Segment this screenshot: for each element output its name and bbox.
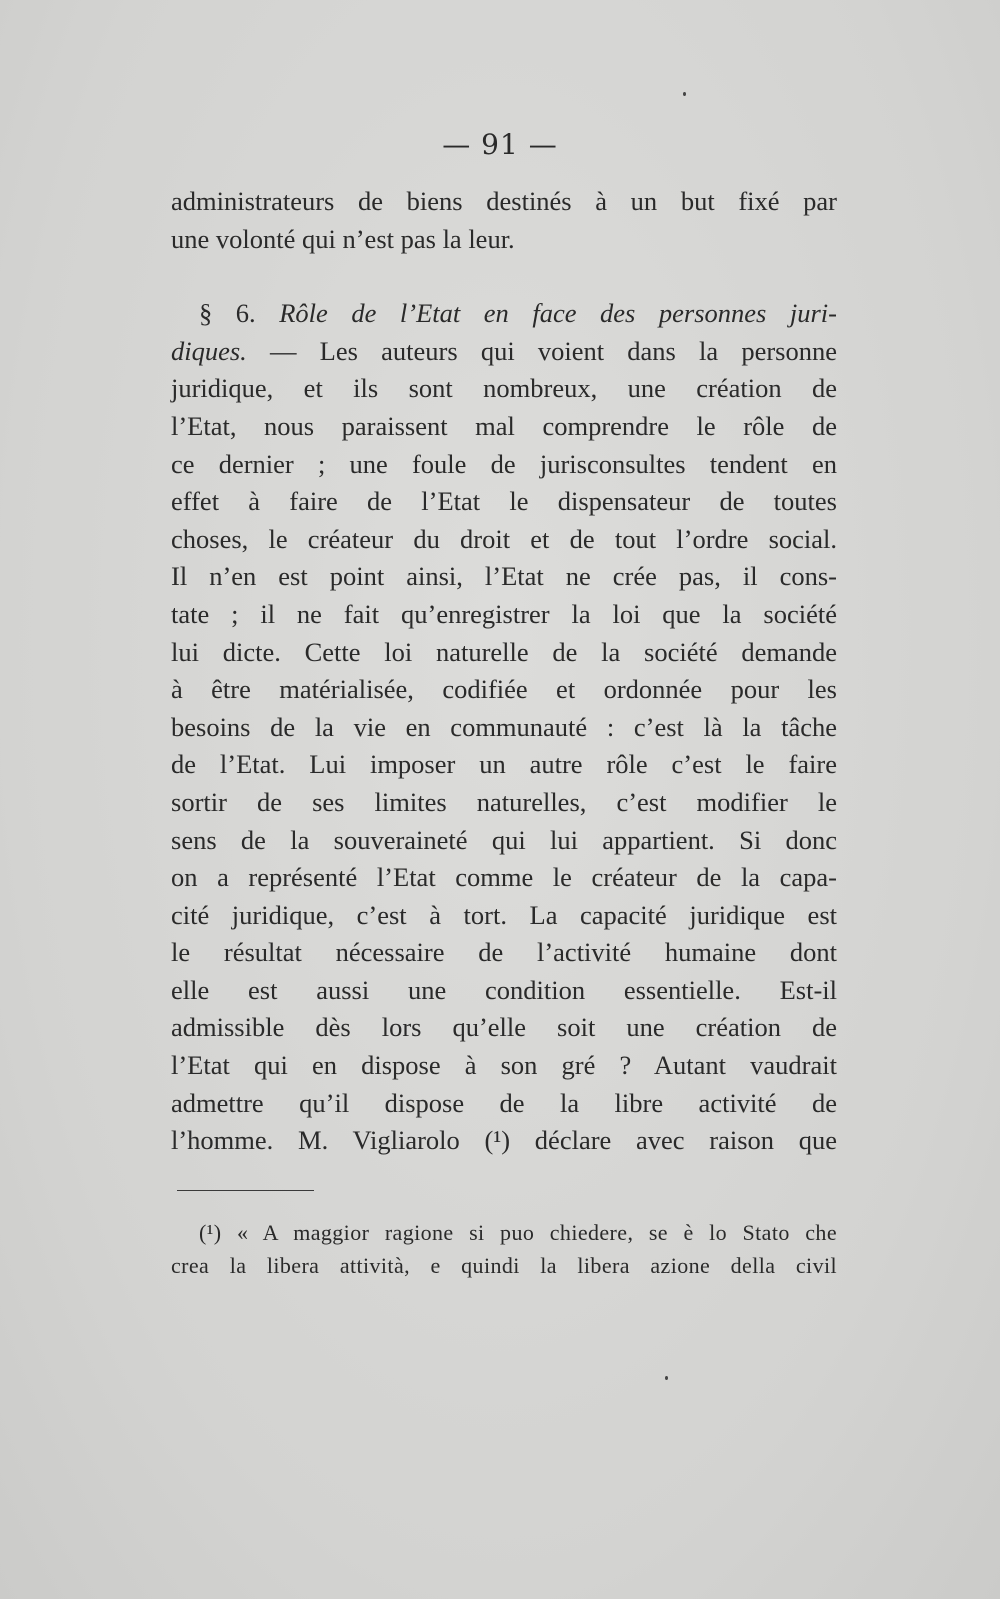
text-line: à être matérialisée, codifiée et ordonnée pour les bbox=[171, 674, 837, 705]
footnote-divider bbox=[177, 1190, 314, 1191]
text-line: l’Etat qui en dispose à son gré ? Autant vaudrait bbox=[171, 1050, 837, 1081]
print-speck bbox=[683, 92, 686, 96]
text-line: diques. — Les auteurs qui voient dans la personne bbox=[171, 335, 837, 366]
text-line: besoins de la vie en communauté : c’est là la tâche bbox=[171, 711, 837, 742]
text-line: Il n’en est point ainsi, l’Etat ne crée pas, il cons- bbox=[171, 561, 837, 592]
page-number: — 91 — bbox=[442, 128, 558, 161]
text-line: choses, le créateur du droit et de tout l’ordre social. bbox=[171, 523, 837, 554]
footnote-line: (¹) « A maggior ragione si puo chiedere, se è lo Stato che bbox=[199, 1220, 837, 1245]
text-line: l’Etat, nous paraissent mal comprendre le rôle de bbox=[171, 410, 837, 441]
text-line: elle est aussi une condition essentielle. Est-il bbox=[171, 974, 837, 1005]
text-line: admettre qu’il dispose de la libre activité de bbox=[171, 1087, 837, 1118]
text-line: on a représenté l’Etat comme le créateur de la capa- bbox=[171, 862, 837, 893]
text-line: de l’Etat. Lui imposer un autre rôle c’est le faire bbox=[171, 749, 837, 780]
section-heading-line bbox=[171, 295, 837, 333]
text-line: juridique, et ils sont nombreux, une création de bbox=[171, 373, 837, 404]
print-speck bbox=[665, 1376, 668, 1380]
paragraph-gap bbox=[171, 258, 837, 295]
text-line: effet à faire de l’Etat le dispensateur de toutes bbox=[171, 486, 837, 517]
text-line: lui dicte. Cette loi naturelle de la société demande bbox=[171, 636, 837, 667]
footnote-line: crea la libera attività, e quindi la libera azione della civil bbox=[171, 1253, 837, 1278]
text-line: sortir de ses limites naturelles, c’est modifier le bbox=[171, 786, 837, 817]
text-line: une volonté qui n’est pas la leur. bbox=[171, 223, 515, 254]
text-line: le résultat nécessaire de l’activité humaine dont bbox=[171, 937, 837, 968]
text-line: admissible dès lors qu’elle soit une création de bbox=[171, 1012, 837, 1043]
text-line: § 6. Rôle de l’Etat en face des personnes juri- bbox=[199, 298, 837, 329]
body-text bbox=[171, 183, 837, 1160]
footnote bbox=[171, 1216, 837, 1282]
text-line: l’homme. M. Vigliarolo (¹) déclare avec raison que bbox=[171, 1125, 837, 1156]
text-line: cité juridique, c’est à tort. La capacité juridique est bbox=[171, 899, 837, 930]
text-line: ce dernier ; une foule de jurisconsultes tendent en bbox=[171, 448, 837, 479]
text-line: administrateurs de biens destinés à un but fixé par bbox=[171, 186, 837, 216]
text-line: tate ; il ne fait qu’enregistrer la loi que la société bbox=[171, 598, 837, 629]
text-line: sens de la souveraineté qui lui appartient. Si donc bbox=[171, 824, 837, 855]
